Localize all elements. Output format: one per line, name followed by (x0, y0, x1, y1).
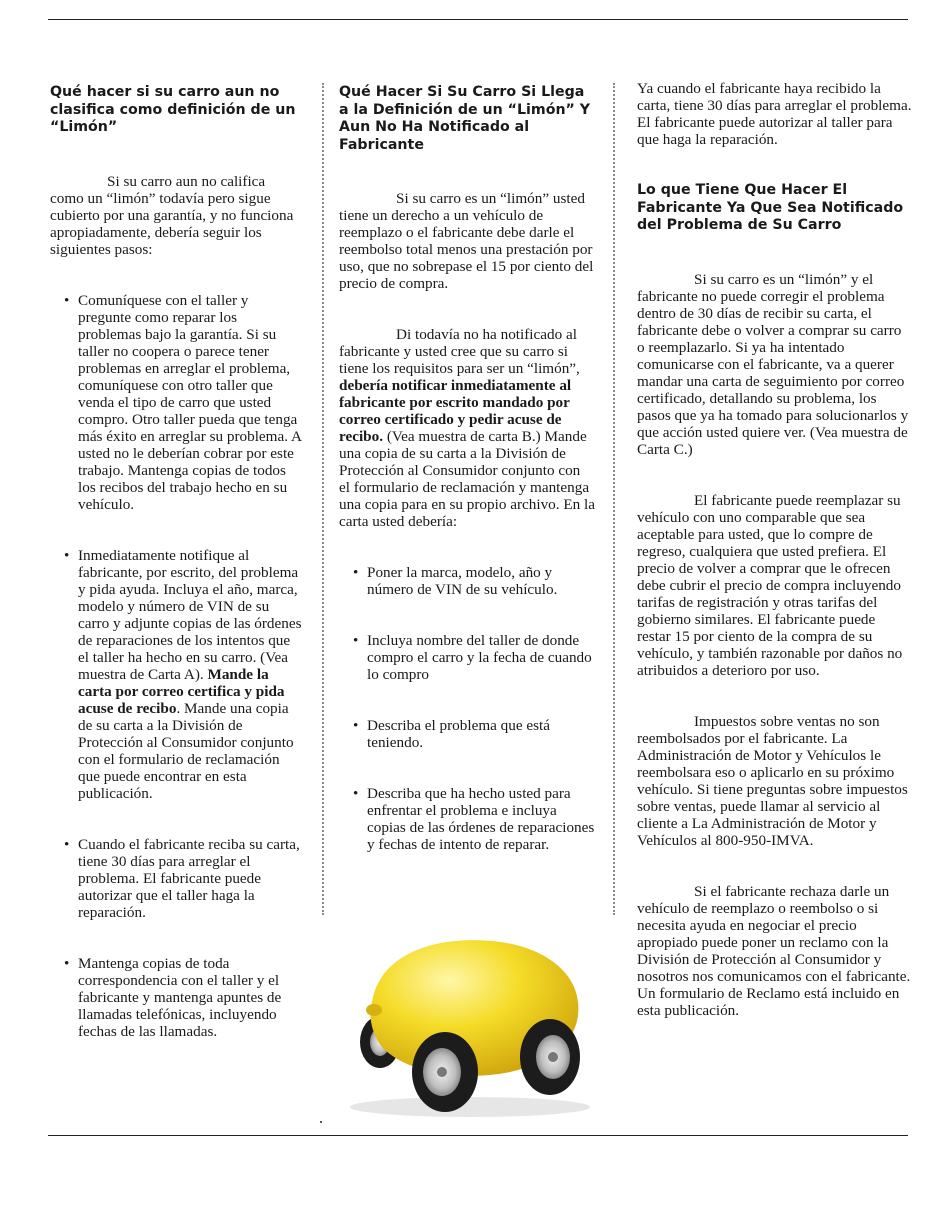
list-item: • Describa que ha hecho usted para enfrentar el problema e incluya copias de las órdenes de reparaciones y fechas de intento de reparar. (339, 785, 595, 853)
stray-dot (320, 1121, 322, 1123)
column-2-paragraph: Si su carro es un “limón” usted tiene un derecho a un vehículo de reemplazo o el fabricante debe darle el reembolso total menos una prestación por uso, que no sobrepase el 15 por ciento del precio de compra. (339, 190, 594, 292)
bottom-rule (48, 1135, 908, 1136)
list-item: • Mantenga copias de toda correspondencia con el taller y el fabricante y mantenga apuntes de llamadas telefónicas, incluyendo fechas de las llamadas. (50, 955, 302, 1040)
column-3-paragraph: Ya cuando el fabricante haya recibido la carta, tiene 30 días para arreglar el problema. El fabricante puede autorizar al taller para que haga la reparación. (637, 80, 912, 148)
front-right-wheel (520, 1019, 580, 1095)
top-rule (48, 19, 908, 20)
list-item: • Describa el problema que está teniendo. (339, 717, 595, 751)
column-1 (50, 84, 302, 1074)
column-3-heading: Lo que Tiene Que Hacer El Fabricante Ya Que Sea Notificado del Problema de Su Carro (637, 182, 904, 233)
column-2-letter-items (339, 564, 595, 853)
lemon-tip (366, 1004, 382, 1016)
list-item: • Comuníquese con el taller y pregunte como reparar los problemas bajo la garantía. Si su taller no coopera o parece tener problemas en arreglar el problema, comuníquese con otro taller que venda el tipo de carro que usted compro. Otro taller pueda que tenga más éxito en arreglar su problema. A usted no le deberían cobrar por este trabajo. Mantenga copias de todos los recibos del trabajo hecho en su vehículo. (50, 292, 302, 513)
column-1-heading: Qué hacer si su carro aun no clasifica como definición de un “Limón” (50, 84, 296, 135)
column-2 (339, 84, 595, 887)
column-1-intro: Si su carro aun no califica como un “limón” todavía pero sigue cubierto por una garantía, y no funciona apropiadamente, debería seguir los siguientes pasos: (50, 172, 294, 258)
column-3-paragraph: Impuestos sobre ventas no son reembolsados por el fabricante. La Administración de Motor y Vehículos le reembolsara eso o aplicarlo en su próximo vehículo. Si tiene preguntas sobre impuestos sobre ventas, puede llamar al servicio al cliente a La Administración de Motor y Vehículos al 800-950-IMVA. (637, 712, 908, 849)
column-3 (637, 80, 912, 1053)
list-item: • Cuando el fabricante reciba su carta, tiene 30 días para arreglar el problema. El fabricante puede autorizar que el taller haga la reparación. (50, 836, 302, 921)
shadow (350, 1097, 590, 1117)
column-3-paragraph: Si el fabricante rechaza darle un vehículo de reemplazo o reembolso o si necesita ayuda en negociar el precio apropiado puede poner un reclamo con la División de Protección al Consumidor y nosotros nos comunicamos con el fabricante. Un formulario de Reclamo está incluido en esta publicación. (637, 882, 911, 1019)
list-item: • Poner la marca, modelo, año y número de VIN de su vehículo. (339, 564, 595, 598)
list-item: • Incluya nombre del taller de donde compro el carro y la fecha de cuando lo compro (339, 632, 595, 683)
list-item: • Inmediatamente notifique al fabricante, por escrito, del problema y pida ayuda. Incluya el año, marca, modelo y número de VIN de su carro y adjunte copias de las órdenes de reparaciones de los intentos que el taller ha hecho en su carro. (Vea muestra de Carta A). Mande la carta por correo certifica y pida acuse de recibo. Mande una copia de su carta a la División de Protección al Consumidor conjunto con el formulario de reclamación que puede encontrar en esta publicación. (50, 547, 302, 802)
column-divider-2 (613, 83, 615, 915)
lemon-car-image (320, 922, 615, 1127)
column-3-paragraph: Si su carro es un “limón” y el fabricante no puede corregir el problema dentro de 30 días de recibir su carta, el fabricante debe o volver a comprar su carro o reemplazarlo. Si ya ha intentado comunicarse con el fabricante, va a querer mandar una carta de seguimiento por correo certificado, detallando su problema, los pasos que ya ha tomado para solucionarlos y que acción usted quiere ver. (Vea muestra de Carta C.) (637, 270, 909, 458)
front-left-wheel (412, 1032, 478, 1112)
column-2-heading: Qué Hacer Si Su Carro Si Llega a la Definición de un “Limón” Y Aun No Ha Notificado al Fabricante (339, 84, 591, 153)
column-1-steps (50, 292, 302, 1040)
column-2-paragraph: Di todavía no ha notificado al fabricante y usted cree que su carro si tiene los requisitos para ser un “limón”, debería notificar inmediatamente al fabricante por escrito mandado por correo certificado y pedir acuse de recibo. (Vea muestra de carta B.) Mande una copia de su carta a la División de Protección al Consumidor conjunto con el formulario de reclamación y mantenga una copia para en su propio archivo. En la carta usted debería: (339, 326, 595, 530)
column-divider-1 (322, 83, 324, 915)
column-3-paragraph: El fabricante puede reemplazar su vehículo con uno comparable que sea aceptable para usted, que lo compre de regreso, cualquiera que usted prefiera. El precio de volver a comprar que le ofrecen debe cubrir el precio de compra incluyendo tarifas de registración y otras tarifas del gobierno similares. El fabricante puede restar 15 por ciento de la compra de su vehículo, y también razonable por daños no atribuidos a deterioro por uso. (637, 491, 903, 679)
